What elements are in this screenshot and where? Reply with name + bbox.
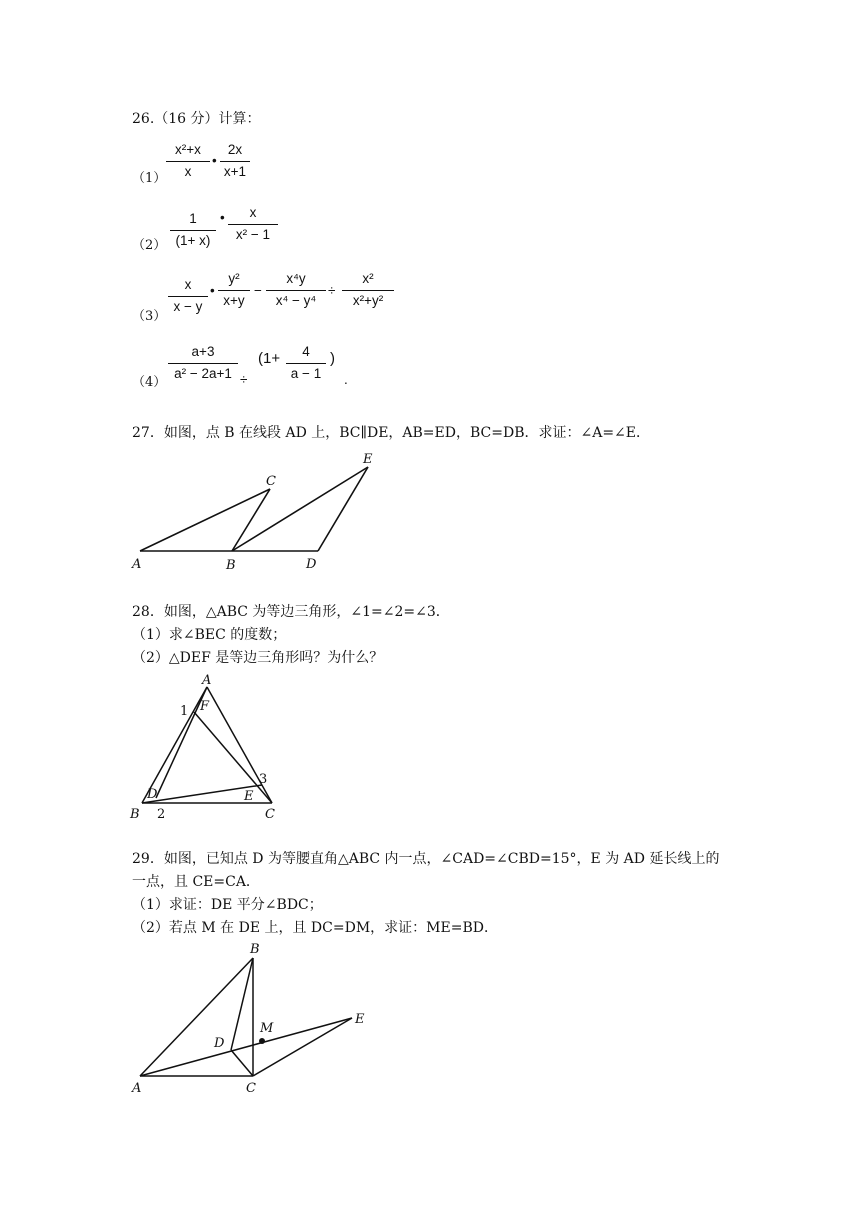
- point-label-b: B: [250, 942, 260, 957]
- point-label-a: A: [132, 1081, 142, 1096]
- q28-sub2: （2）△DEF 是等边三角形吗？为什么？: [132, 650, 384, 666]
- point-label-c: C: [266, 474, 276, 489]
- numerator: 4: [302, 344, 310, 359]
- q26-p2-label: （2）: [132, 238, 167, 253]
- point-label-d: D: [214, 1036, 225, 1051]
- point-label-e: E: [355, 1012, 365, 1027]
- denominator: x: [184, 164, 192, 179]
- point-label-m: M: [260, 1021, 274, 1036]
- point-label-e: E: [244, 789, 254, 804]
- angle-label-1: 1: [180, 704, 189, 719]
- denominator: x²+y²: [352, 293, 384, 308]
- denominator: (1+ x): [175, 233, 211, 248]
- segment-dc: [231, 1050, 253, 1076]
- denominator: x+1: [223, 164, 247, 179]
- numerator: 2x: [227, 142, 243, 157]
- denominator: x+y: [223, 293, 245, 308]
- multiply-dot: •: [220, 210, 225, 225]
- point-label-a: A: [202, 673, 212, 688]
- divide-sign: ÷: [240, 372, 248, 387]
- q28-text: 28．如图，△ABC 为等边三角形，∠1=∠2=∠3．: [132, 604, 450, 620]
- segment-ab: [140, 958, 253, 1076]
- numerator: a+3: [191, 344, 215, 359]
- q29-text-line1: 29．如图，已知点 D 为等腰直角△ABC 内一点，∠CAD=∠CBD=15°，E 为 AD 延长线上的: [132, 851, 720, 867]
- point-label-d: D: [306, 557, 317, 572]
- point-label-f: F: [200, 699, 210, 714]
- point-label-c: C: [246, 1081, 256, 1096]
- numerator: x: [249, 205, 257, 220]
- numerator: x⁴y: [286, 271, 306, 286]
- paren-close: ): [330, 350, 335, 367]
- numerator: x²+x: [175, 142, 201, 157]
- point-label-b: B: [226, 558, 236, 573]
- denominator: x² − 1: [235, 227, 271, 242]
- q26-p4-label: （4）: [132, 375, 167, 390]
- angle-label-3: 3: [259, 772, 268, 787]
- q29-text-line2: 一点，且 CE=CA．: [132, 874, 260, 890]
- point-label-c: C: [265, 807, 275, 822]
- numerator: x: [184, 277, 192, 292]
- minus-sign: −: [254, 283, 262, 298]
- q29-sub1: （1）求证：DE 平分∠BDC；: [132, 897, 323, 913]
- q26-p3-label: （3）: [132, 309, 167, 324]
- point-m-dot: [259, 1038, 265, 1044]
- numerator: x²: [362, 271, 374, 286]
- divide-sign: ÷: [328, 283, 336, 298]
- multiply-dot: •: [210, 283, 215, 298]
- q27-text: 27．如图，点 B 在线段 AD 上，BC∥DE，AB=ED，BC=DB．求证：∠A=∠E．: [132, 425, 651, 441]
- angle-label-2: 2: [157, 807, 166, 822]
- q26-p1-label: （1）: [132, 171, 167, 186]
- paren-open: (1+: [258, 350, 281, 367]
- point-label-a: A: [132, 557, 142, 572]
- multiply-dot: •: [212, 153, 217, 168]
- point-label-b: B: [130, 807, 140, 822]
- segment-bd: [231, 958, 253, 1050]
- point-label-d: D: [147, 787, 158, 802]
- denominator: a² − 2a+1: [174, 366, 232, 381]
- denominator: x − y: [173, 299, 203, 314]
- q29-sub2: （2）若点 M 在 DE 上，且 DC=DM，求证：ME=BD．: [132, 920, 498, 936]
- q26-title: 26.（16 分）计算：: [132, 111, 261, 127]
- period: .: [344, 372, 348, 387]
- numerator: 1: [189, 211, 197, 226]
- denominator: a − 1: [290, 366, 322, 381]
- q28-sub1: （1）求∠BEC 的度数；: [132, 627, 287, 643]
- point-label-e: E: [363, 452, 373, 467]
- numerator: y²: [228, 271, 240, 286]
- denominator: x⁴ − y⁴: [275, 293, 317, 308]
